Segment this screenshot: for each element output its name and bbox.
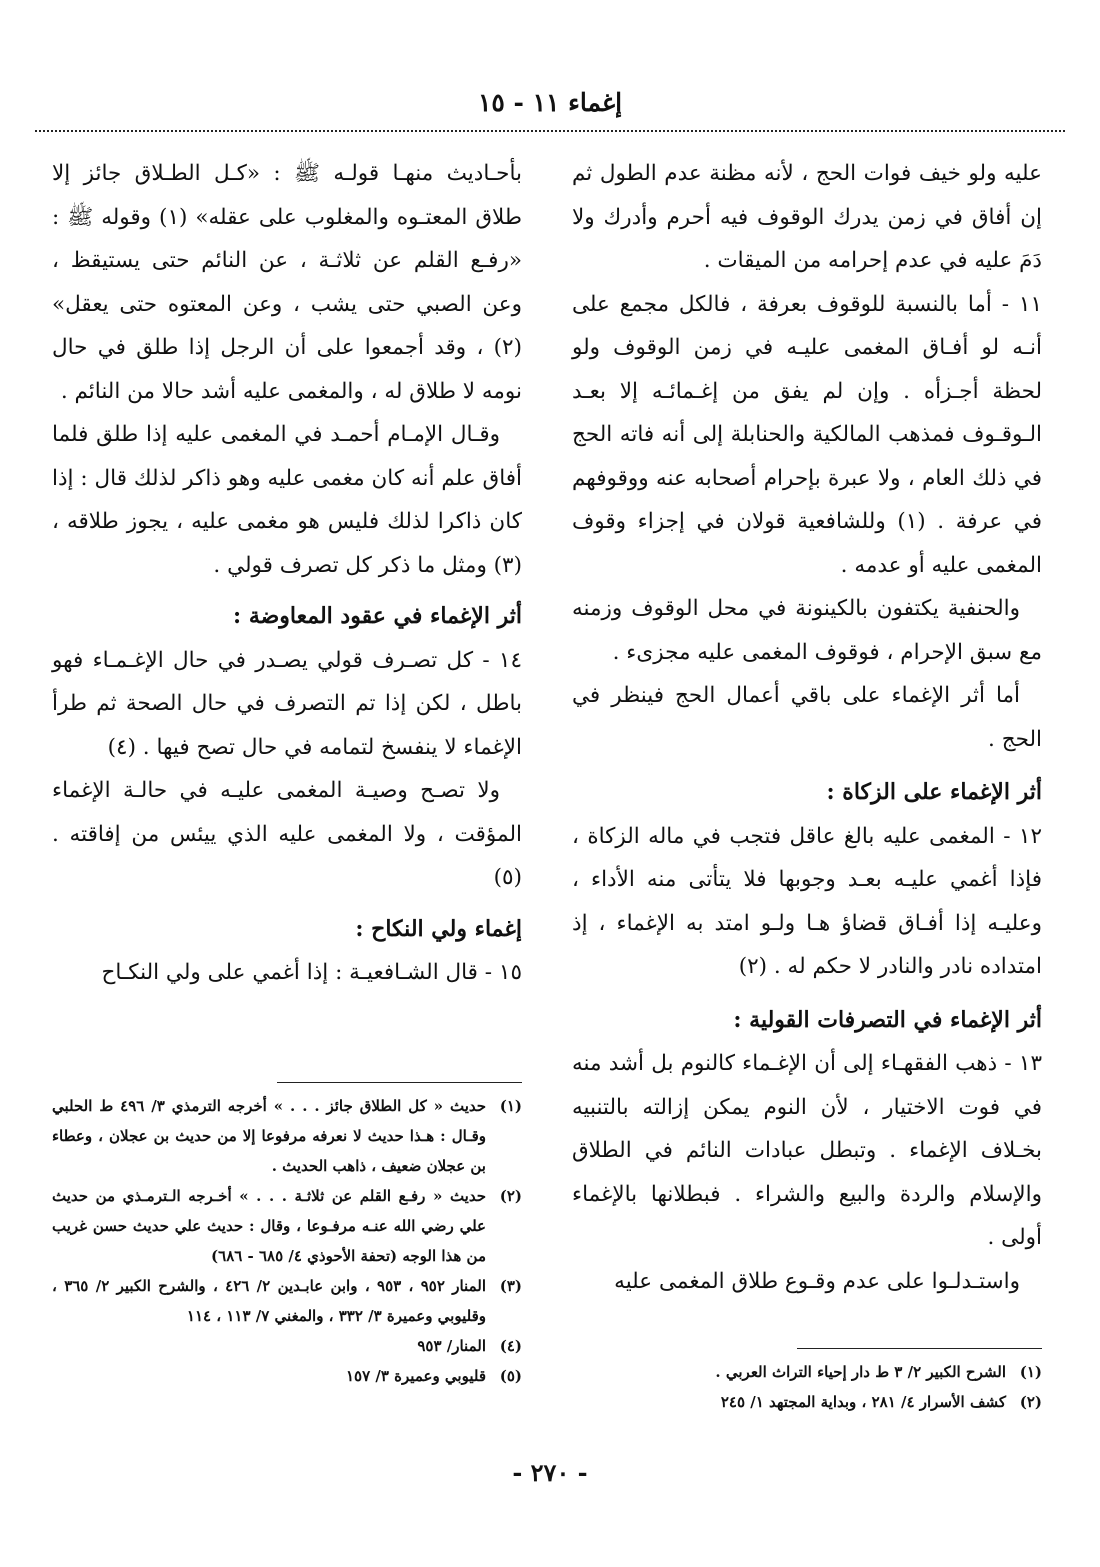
- footnote-text: المنار/ ٩٥٣: [417, 1337, 486, 1355]
- footnote-number: (٢): [1019, 1393, 1042, 1411]
- footnote-text: كشف الأسرار ٤/ ٢٨١ ، وبداية المجتهد ١/ ٢٤٥: [720, 1393, 1006, 1411]
- paragraph: والحنفية يكتفون بالكينونة في محل الوقوف وزمنه مع سبق الإحرام ، فوقوف المغمى عليه مجزىء .: [572, 596, 1042, 665]
- footnote-text: حديث « كل الطلاق جائز . . . » أخرجه الترمذي ٣/ ٤٩٦ ط الحلبي وقـال : هـذا حديث لا نعرفه مرفوعا إلا من حديث بن عجلان ، وعطاء بن عجلان ضعيف ، ذاهب الحديث .: [52, 1097, 487, 1175]
- footnote-text: قليوبي وعميرة ٣/ ١٥٧: [346, 1367, 486, 1385]
- paragraph-section-13: ١٣ - ذهب الفقهـاء إلى أن الإغـماء كالنوم بل أشد منه في فوت الاختيار ، لأن النوم يمكن إزالته بالتنبيه بخـلاف الإغماء . وتبطل عبادات النائم في الطلاق والإسلام والردة والبيع والشراء . فبطلانها بالإغماء أولى .: [572, 1051, 1042, 1250]
- footnote-number: (٢): [499, 1187, 522, 1205]
- running-header: إغماء ١١ - ١٥: [477, 88, 623, 117]
- section-heading-zakat: أثر الإغماء على الزكاة :: [826, 779, 1042, 805]
- footnote-number: (١): [1019, 1363, 1042, 1381]
- footnote: [52, 1361, 522, 1391]
- section-heading-exchange-contracts: أثر الإغماء في عقود المعاوضة :: [233, 603, 522, 629]
- footnote-text: حديث « رفـع القلم عن ثلاثـة . . . » أخـرجه الـترمـذي من حديث علي رضي الله عنـه مرفـوعا ، وقال : حديث علي حديث حسن غريب من هذا الوجه (تحفة الأحوذي ٤/ ٦٨٥ - ٦٨٦): [52, 1187, 486, 1265]
- footnote: [52, 1331, 522, 1361]
- paragraph-section-12: ١٢ - المغمى عليه بالغ عاقل فتجب في ماله الزكاة ، فإذا أغمي عليـه بعـد وجوبها فلا يتأتى منه الأداء ، وعليـه إذا أفـاق قضاؤ هـا ولـو امتد به الإغماء ، إذ امتداده نادر والنادر لا حكم له . (٢): [572, 823, 1042, 979]
- footnote-text: المنار ٩٥٢ ، ٩٥٣ ، وابن عابـدين ٢/ ٤٢٦ ، والشرح الكبير ٢/ ٣٦٥ ، وقليوبي وعميرة ٣/ ٣٣٢ ، والمغني ٧/ ١١٣ ، ١١٤: [52, 1277, 486, 1325]
- paragraph: واستـدلـوا على عدم وقـوع طلاق المغمى عليه: [614, 1268, 1020, 1294]
- section-heading-verbal-acts: أثر الإغماء في التصرفات القولية :: [733, 1006, 1042, 1033]
- footnote: [572, 1357, 1042, 1387]
- footnote-number: (٣): [499, 1277, 522, 1295]
- footnote: [52, 1181, 522, 1271]
- paragraph: ولا تصـح وصيـة المغمى عليـه في حالـة الإغماء المؤقت ، ولا المغمى عليه الذي ييئس من إفاقته . (٥): [52, 778, 522, 890]
- footnote: [52, 1091, 522, 1181]
- left-column: [52, 152, 522, 995]
- paragraph: أما أثر الإغماء على باقي أعمال الحج فينظر في الحج .: [572, 683, 1042, 752]
- footnote: [572, 1387, 1042, 1417]
- footnote-number: (٥): [499, 1367, 522, 1385]
- footnote-rule: [797, 1348, 1042, 1349]
- footnotes-left: [52, 1082, 522, 1391]
- footnote: [52, 1271, 522, 1331]
- paragraph: عليه ولو خيف فوات الحج ، لأنه مظنة عدم الطول ثم إن أفاق في زمن يدرك الوقوف فيه أحرم وأدرك ولا دَمَ عليه في عدم إحرامه من الميقات .: [572, 161, 1042, 273]
- header-dotted-rule: [35, 130, 1065, 132]
- page-number: - ٢٧٠ -: [512, 1458, 588, 1487]
- section-heading-marriage-guardian: إغماء ولي النكاح :: [355, 915, 522, 942]
- paragraph-section-14: ١٤ - كل تصـرف قولي يصـدر في حال الإغـمـاء فهو باطل ، لكن إذا تم التصرف في حال الصحة ثم طرأ الإغماء لا ينفسخ لتمامه في حال تصح فيها . (٤): [52, 647, 522, 760]
- paragraph: وقـال الإمـام أحمـد في المغمى عليه إذا طلق فلما أفاق علم أنه كان مغمى عليه وهو ذاكر لذلك قال : إذا كان ذاكرا لذلك فليس هو مغمى عليه ، يجوز طلاقه ، (٣) ومثل ما ذكر كل تصرف قولي .: [52, 422, 522, 578]
- footnote-text: الشرح الكبير ٢/ ٣ ط دار إحياء التراث العربي .: [715, 1363, 1006, 1381]
- right-column: [572, 152, 1042, 1303]
- footnote-number: (١): [499, 1097, 522, 1115]
- paragraph-section-11: ١١ - أما بالنسبة للوقوف بعرفة ، فالكل مجمع على أنـه لو أفـاق المغمى عليـه في زمن الوقوف ولو لحظة أجـزأه . وإن لم يفق من إغـمائـه إلا بعـد الـوقـوف فمذهب المالكية والحنابلة إلى أنه فاته الحج في ذلك العام ، ولا عبرة بإحرام أصحابه عنه ووقوفهم في عرفة . (١) وللشافعية قولان في إجزاء وقوف المغمى عليه أو عدمه .: [572, 291, 1043, 578]
- paragraph: بأحـاديث منهـا قولـه ﷺ : «كـل الطـلاق جائز إلا طلاق المعتـوه والمغلوب على عقله» (١) وقوله ﷺ : «رفـع القلم عن ثلاثـة ، عن النائم حتى يستيقظ ، وعن الصبي حتى يشب ، وعن المعتوه حتى يعقل» (٢) ، وقد أجمعوا على أن الرجل إذا طلق في حال نومه لا طلاق له ، والمغمى عليه أشد حالا من النائم .: [52, 161, 522, 404]
- footnote-number: (٤): [499, 1337, 522, 1355]
- footnote-rule: [277, 1082, 522, 1083]
- footnotes-right: [572, 1348, 1042, 1417]
- paragraph-section-15: ١٥ - قال الشـافعيـة : إذا أغمي على ولي النكـاح: [101, 960, 522, 985]
